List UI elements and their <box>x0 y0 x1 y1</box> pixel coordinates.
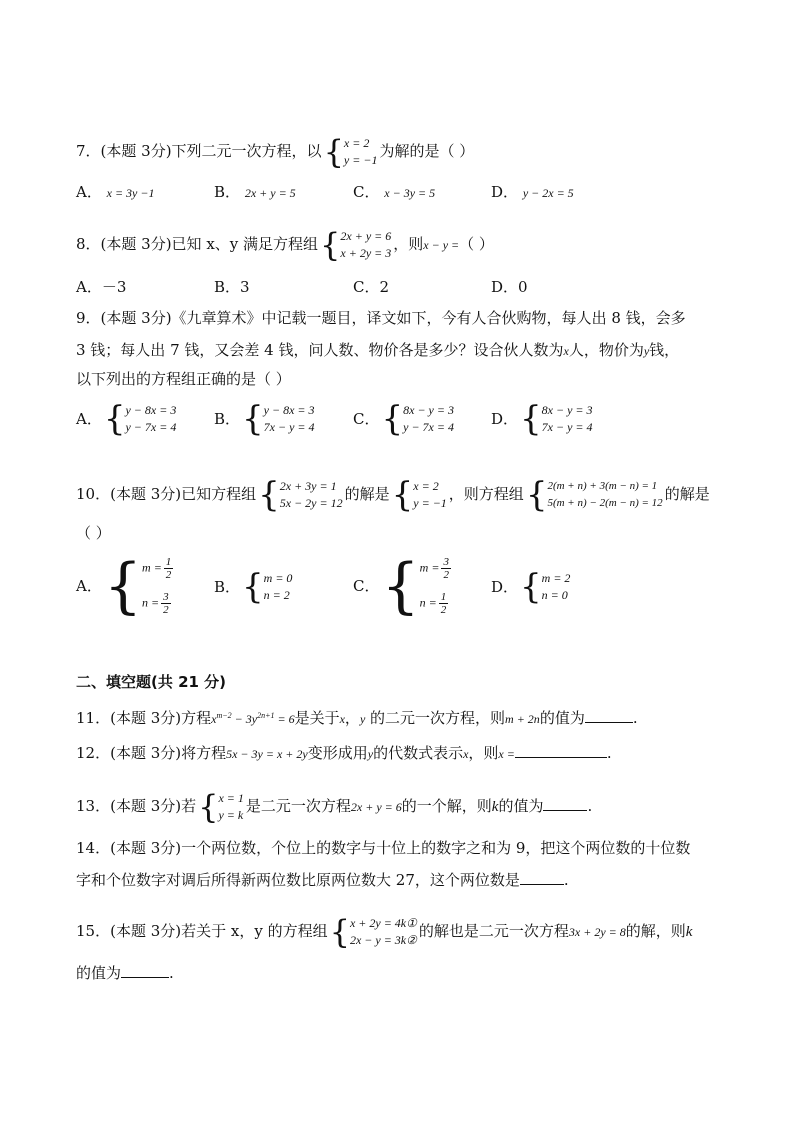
section-heading-fill-in: 二、填空题(共 21 分) <box>76 673 227 691</box>
q15-answer-blank[interactable] <box>121 963 169 978</box>
question-14-line-1: 14．(本题 3分)一个两位数，个位上的数字与十位上的数字之和为 9，把这个两位数的十位数 <box>76 839 691 857</box>
question-11: 11．(本题 3分)方程$x^{m-2} - 3y^{2n+1} = 6$是关于x，y 的二元一次方程，则m + 2n的值为 . <box>76 709 638 727</box>
question-9-line-3: 以下列出的方程组正确的是（ ） <box>76 370 291 388</box>
q7-option-c[interactable]: C． x − 3y = 5 <box>353 183 436 201</box>
question-7: 7．(本题 3分)下列二元一次方程，以 { x = 2 y = −1 为解的是（ ） <box>76 133 475 171</box>
q10-option-a[interactable]: A． { m = $\frac{1}{2}$ n = $\frac{3}{2}$ <box>76 551 172 621</box>
q14-answer-blank[interactable] <box>520 870 564 885</box>
question-15: 15．(本题 3分)若关于 x，y 的方程组 { x + 2y = 4k① 2x − y = 3k② 的解也是二元一次方程3x + 2y = 8的解，则k <box>76 913 693 951</box>
q10-option-c[interactable]: C． { m = $\frac{3}{2}$ n = $\frac{1}{2}$ <box>353 551 449 621</box>
q8-equation-system: { 2x + y = 6 x + 2y = 3 <box>320 226 392 264</box>
question-12: 12．(本题 3分)将方程5x − 3y = x + 2y变形成用y的代数式表示x，则x = . <box>76 744 612 762</box>
q7-option-b[interactable]: B． 2x + y = 5 <box>214 183 296 201</box>
q10-answer-paren: （ ） <box>76 524 111 542</box>
q7-equation-system: { x = 2 y = −1 <box>323 133 378 171</box>
question-9-line-2: 3 钱；每人出 7 钱，又会差 4 钱，问人数、物价各是多少？设合伙人数为x人，物价为y钱， <box>76 341 680 359</box>
question-15-line-2: 的值为 . <box>76 964 174 982</box>
question-9-line-1: 9．(本题 3分)《九章算术》中记载一题目，译文如下，今有人合伙购物，每人出 8 钱，会多 <box>76 309 686 327</box>
q8-stem: 8．(本题 3分)已知 x、y 满足方程组 <box>76 235 319 253</box>
q9-option-d[interactable]: D． { 8x − y = 3 7x − y = 4 <box>491 399 593 439</box>
question-13: 13．(本题 3分)若 { x = 1 y = k 是二元一次方程2x + y = 6的一个解，则k的值为 . <box>76 788 593 826</box>
q9-option-a[interactable]: A． { y − 8x = 3 y − 7x = 4 <box>76 399 177 439</box>
q7-option-a[interactable]: A． x = 3y −1 <box>76 183 155 201</box>
q10-option-b[interactable]: B． { m = 0 n = 2 <box>214 567 293 607</box>
q13-answer-blank[interactable] <box>543 796 587 811</box>
question-8: 8．(本题 3分)已知 x、y 满足方程组 { 2x + y = 6 x + 2y = 3 ，则x − y =（ ） <box>76 226 494 264</box>
q8-expression: x − y = <box>423 238 460 252</box>
question-14-line-2: 字和个位数字对调后所得新两位数比原两位数大 27，这个两位数是 . <box>76 871 569 889</box>
q8-option-a[interactable]: A．－3 <box>76 278 127 296</box>
q8-option-c[interactable]: C．2 <box>353 278 390 296</box>
q9-option-c[interactable]: C． { 8x − y = 3 y − 7x = 4 <box>353 399 454 439</box>
q8-option-d[interactable]: D．0 <box>491 278 528 296</box>
q8-option-b[interactable]: B．3 <box>214 278 250 296</box>
q12-answer-blank[interactable] <box>515 743 607 758</box>
q7-stem: 7．(本题 3分)下列二元一次方程，以 <box>76 142 322 160</box>
question-10: 10．(本题 3分)已知方程组 { 2x + 3y = 1 5x − 2y = 12 的解是 { x = 2 y = −1 ，则方程组 { 2(m + n) + 3(m − n) = 1 5(m + n) − 2(m − n) = 12 的解是 <box>76 475 710 515</box>
q11-answer-blank[interactable] <box>585 708 633 723</box>
q10-option-d[interactable]: D． { m = 2 n = 0 <box>491 567 571 607</box>
q9-option-b[interactable]: B． { y − 8x = 3 7x − y = 4 <box>214 399 315 439</box>
q7-option-d[interactable]: D． y − 2x = 5 <box>491 183 574 201</box>
